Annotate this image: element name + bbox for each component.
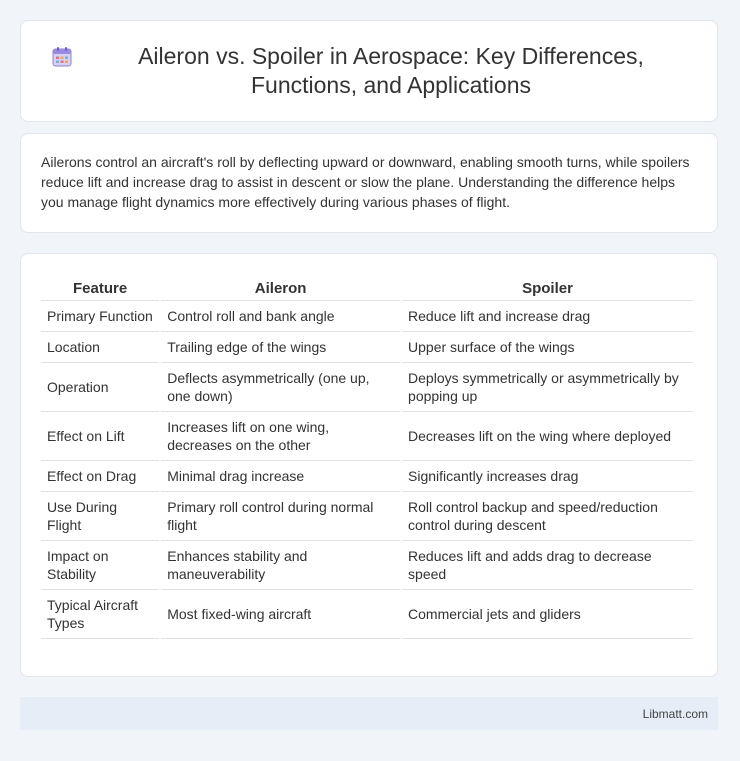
header-aileron: Aileron (161, 274, 400, 301)
intro-card (20, 133, 718, 233)
spoiler-cell: Reduce lift and increase drag (402, 301, 693, 332)
table-row (41, 461, 693, 492)
aileron-cell: Primary roll control during normal flight (161, 492, 400, 541)
feature-cell: Use During Flight (41, 492, 159, 541)
spoiler-cell: Deploys symmetrically or asymmetrically by popping up (402, 363, 693, 412)
table-row (41, 301, 693, 332)
feature-cell: Location (41, 332, 159, 363)
spoiler-cell: Commercial jets and gliders (402, 590, 693, 639)
table-row (41, 590, 693, 639)
aileron-cell: Deflects asymmetrically (one up, one down) (161, 363, 400, 412)
feature-cell: Operation (41, 363, 159, 412)
table-header-row (41, 274, 693, 301)
feature-cell: Effect on Lift (41, 412, 159, 461)
intro-paragraph: Ailerons control an aircraft's roll by deflecting upward or downward, enabling smooth turns, while spoilers reduce lift and increase drag to assist in descent or slow the plane. Understanding the difference helps you manage flight dynamics more effectively during various phases of flight. (41, 154, 690, 210)
comparison-table (39, 274, 695, 639)
aileron-cell: Control roll and bank angle (161, 301, 400, 332)
spoiler-cell: Decreases lift on the wing where deployed (402, 412, 693, 461)
spoiler-cell: Reduces lift and adds drag to decrease speed (402, 541, 693, 590)
calendar-icon (51, 46, 73, 68)
title-card (20, 20, 718, 122)
comparison-card (20, 253, 718, 677)
aileron-cell: Trailing edge of the wings (161, 332, 400, 363)
aileron-cell: Increases lift on one wing, decreases on the other (161, 412, 400, 461)
title-wrap (21, 42, 717, 100)
header-feature: Feature (41, 274, 159, 301)
spoiler-cell: Significantly increases drag (402, 461, 693, 492)
table-row (41, 363, 693, 412)
aileron-cell: Minimal drag increase (161, 461, 400, 492)
feature-cell: Impact on Stability (41, 541, 159, 590)
page-title: Aileron vs. Spoiler in Aerospace: Key Differences, Functions, and Applications (138, 43, 644, 98)
feature-cell: Primary Function (41, 301, 159, 332)
spoiler-cell: Upper surface of the wings (402, 332, 693, 363)
header-spoiler: Spoiler (402, 274, 693, 301)
spoiler-cell: Roll control backup and speed/reduction control during descent (402, 492, 693, 541)
feature-cell: Effect on Drag (41, 461, 159, 492)
aileron-cell: Most fixed-wing aircraft (161, 590, 400, 639)
table-row (41, 492, 693, 541)
table-row (41, 541, 693, 590)
footer (20, 697, 718, 730)
table-row (41, 332, 693, 363)
feature-cell: Typical Aircraft Types (41, 590, 159, 639)
aileron-cell: Enhances stability and maneuverability (161, 541, 400, 590)
footer-site-link[interactable]: Libmatt.com (642, 706, 708, 721)
table-row (41, 412, 693, 461)
